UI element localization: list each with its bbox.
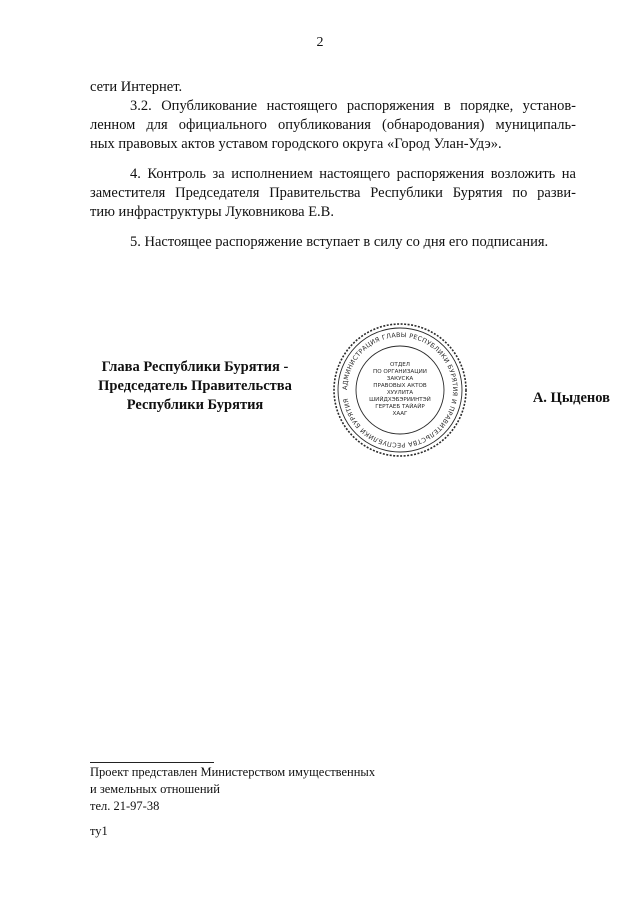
text-line: 3.2. Опубликование настоящего распоряжения в порядке, установ- [130, 98, 576, 114]
seal-center-line: ОТДЕЛ [390, 362, 410, 368]
signatory-title-line: Глава Республики Бурятия - [101, 359, 289, 375]
seal-center-line: ХААГ [392, 411, 408, 417]
signatory-title-line: Председатель Правительства [98, 378, 292, 394]
text-line: 4. Контроль за исполнением настоящего распоряжения возложить на [130, 166, 576, 182]
signatory-name: А. Цыденов [532, 390, 610, 406]
official-seal [330, 320, 470, 460]
seal-center-line: ШИЙДХЭБЭРИИНТЭЙ [369, 397, 431, 403]
seal-center-line: ЗАКУСКА [386, 376, 414, 382]
text-line: ленном для официального опубликования (обнародования) муниципаль- [90, 117, 576, 133]
signatory-title-line: Республики Бурятия [126, 397, 264, 413]
text-line: заместителя Председателя Правительства Республики Бурятия по разви- [90, 185, 576, 201]
reference-code: ту1 [90, 824, 108, 838]
footnote-line: и земельных отношений [90, 782, 220, 796]
signatory-title [80, 358, 310, 415]
seal-center-line: ГЕРТАЕБ ТАЙАЙР [375, 404, 425, 410]
footnote-line: Проект представлен Министерством имущественных [90, 765, 376, 779]
seal-graphic [330, 320, 470, 460]
seal-ring-text: АДМИНИСТРАЦИЯ ГЛАВЫ РЕСПУБЛИКИ БУРЯТИЯ И ПРАВИТЕЛЬСТВА РЕСПУБЛИКИ БУРЯТИЯ [341, 331, 459, 449]
text-line: 5. Настоящее распоряжение вступает в силу со дня его подписания. [130, 234, 549, 250]
seal-center-line: ХУУЛИТА [386, 390, 414, 396]
footnote [90, 764, 375, 815]
page-number: 2 [316, 35, 324, 50]
paragraph-continuation [90, 78, 576, 97]
footnote-line: тел. 21-97-38 [90, 799, 160, 813]
text-line: тию инфраструктуры Луковникова Е.В. [90, 204, 334, 220]
seal-center-line: ПРАВОВЫХ АКТОВ [373, 383, 427, 389]
text-line: ных правовых актов уставом городского округа «Город Улан-Удэ». [90, 136, 502, 152]
seal-center-line: ПО ОРГАНИЗАЦИИ [373, 369, 427, 375]
paragraph-4 [90, 165, 576, 222]
text-line: сети Интернет. [90, 79, 183, 95]
paragraph-3-2 [90, 97, 576, 154]
paragraph-5 [90, 233, 576, 252]
footnote-divider [90, 762, 214, 763]
